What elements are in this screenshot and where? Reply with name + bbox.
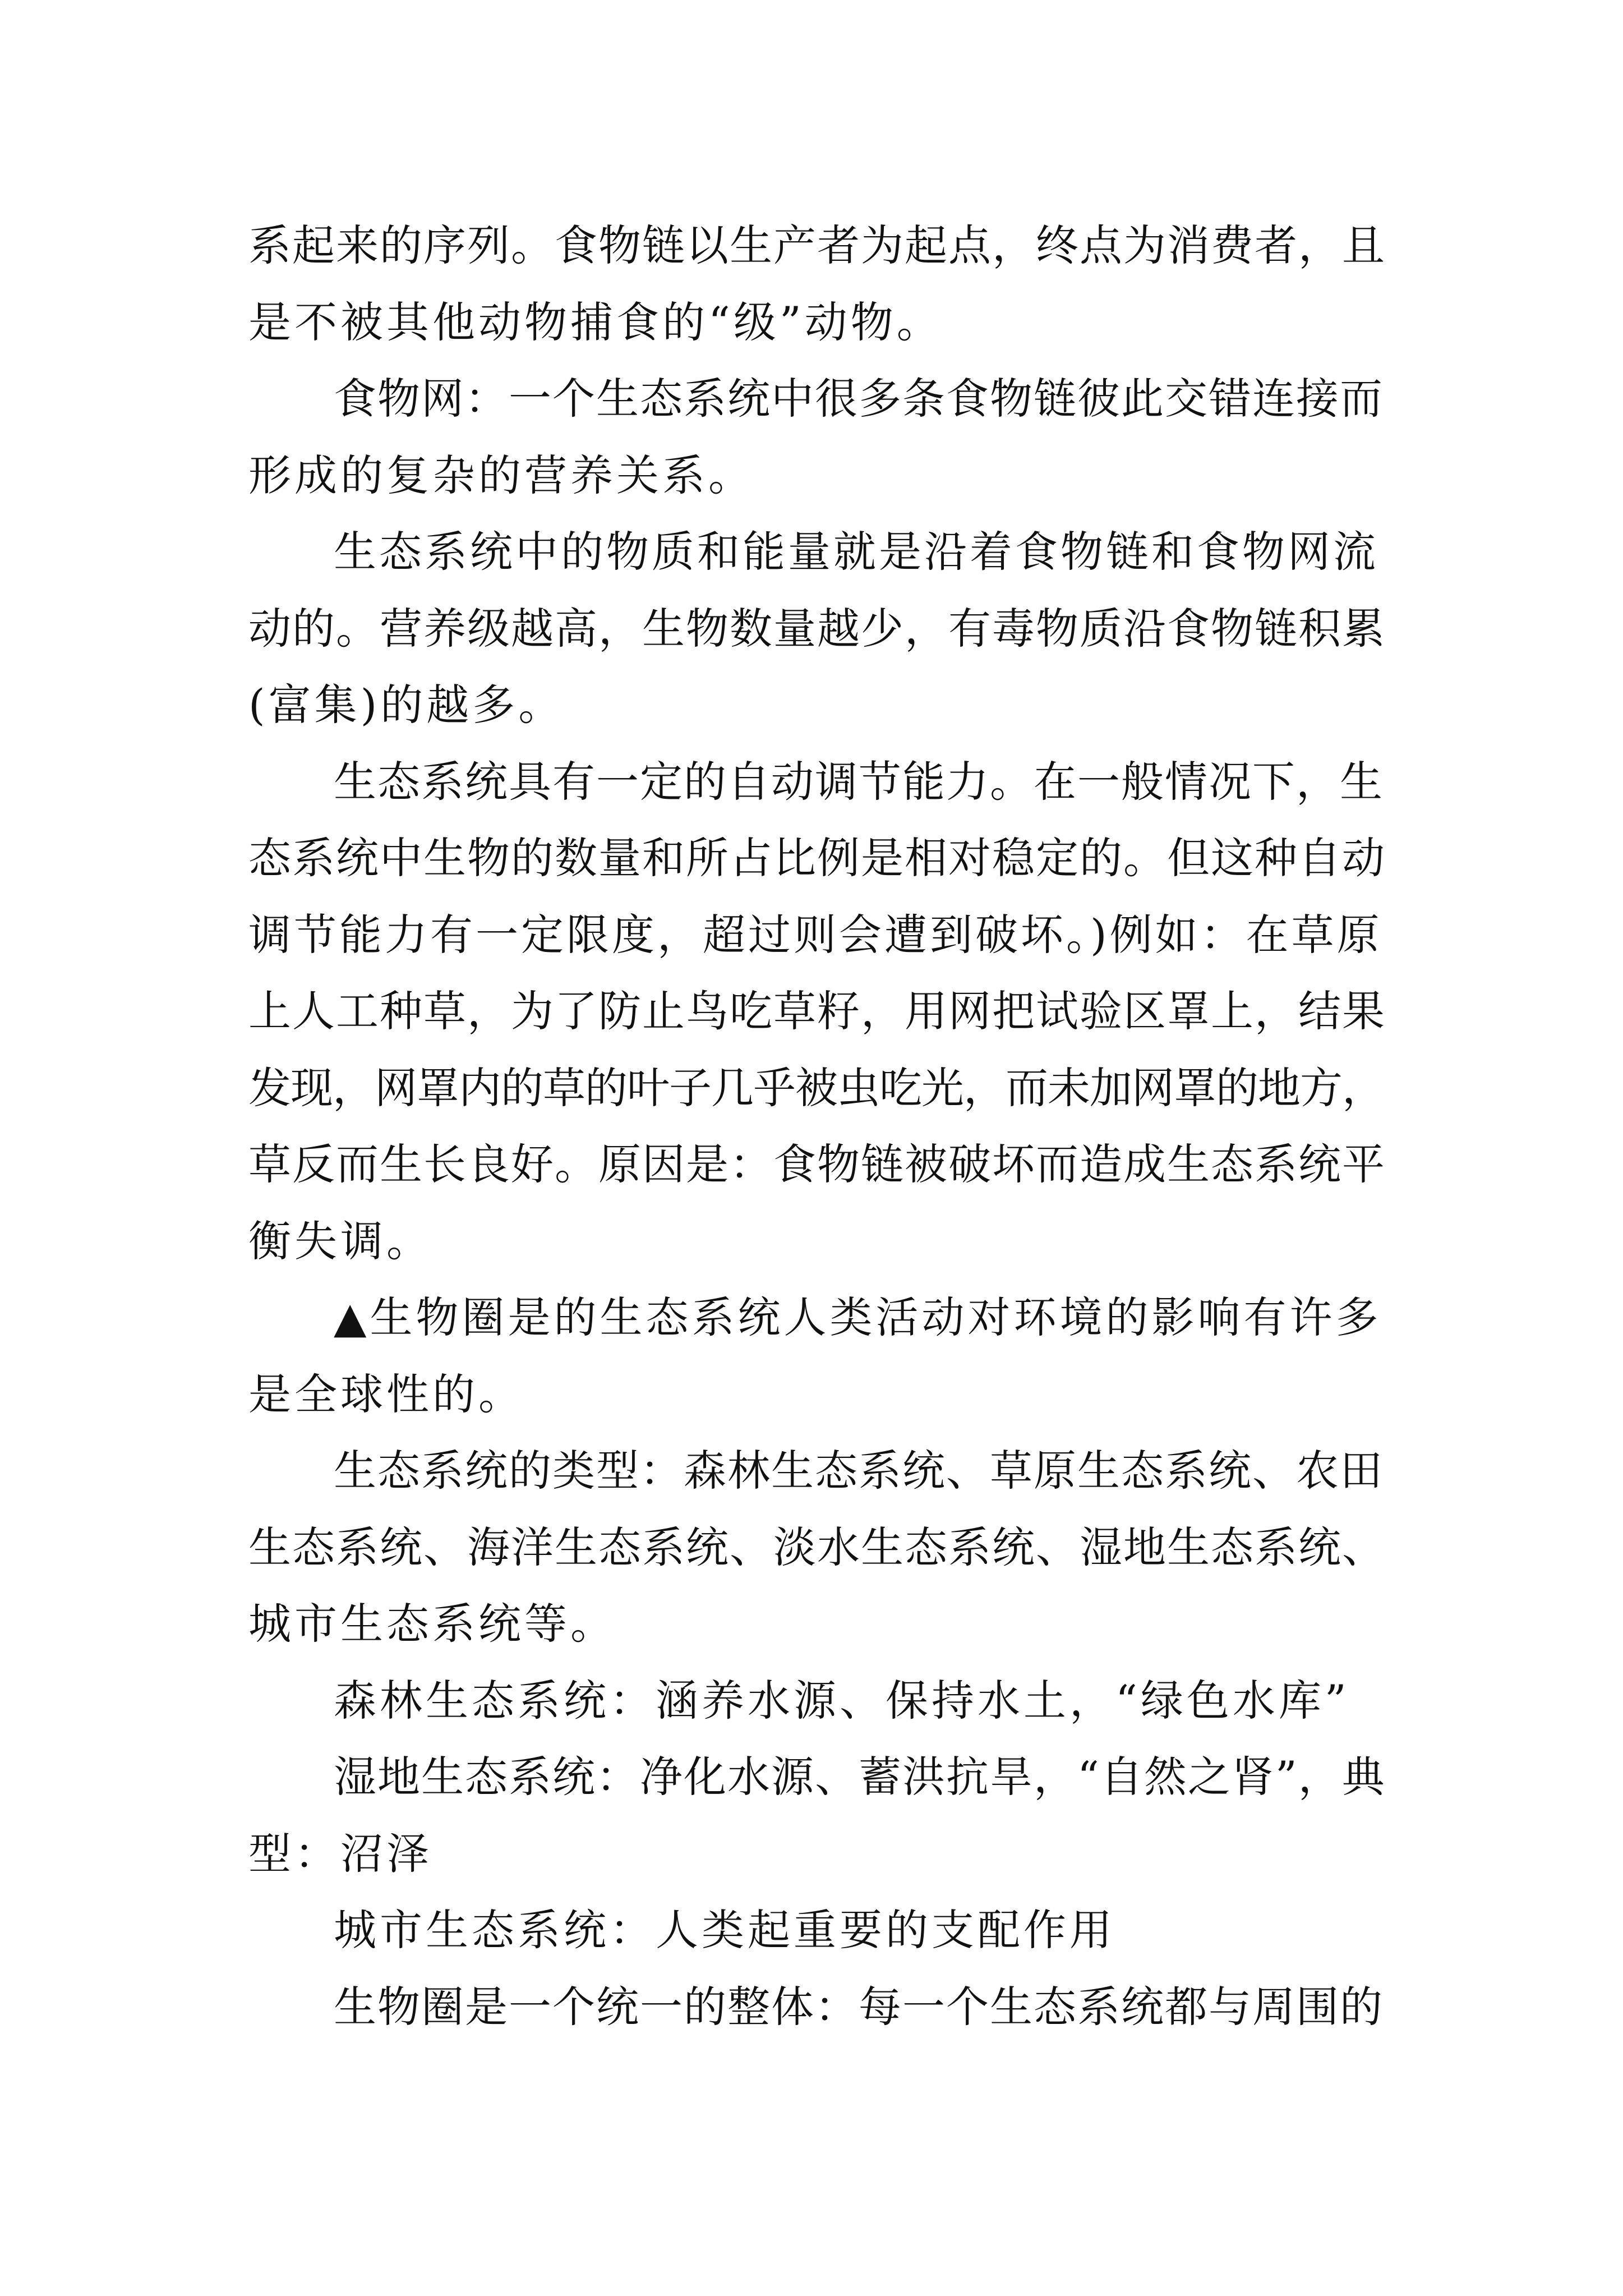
text-line: 是全球性的。 — [248, 1369, 524, 1419]
text-line: 态系统中生物的数量和所占比例是相对稳定的。但这种自动 — [248, 833, 1386, 883]
text-line: 型：沼泽 — [248, 1828, 432, 1879]
text-line: ▲生物圈是的生态系统人类活动对环境的影响有许多 — [334, 1292, 1382, 1342]
text-line: 草反而生长良好。原因是：食物链被破坏而造成生态系统平 — [248, 1139, 1386, 1189]
text-line: 动的。营养级越高，生物数量越少，有毒物质沿食物链积累 — [248, 603, 1386, 654]
text-line: 森林生态系统：涵养水源、保持水土，“绿色水库” — [334, 1675, 1350, 1726]
text-line: 发现，网罩内的草的叶子几乎被虫吃光，而未加网罩的地方， — [248, 1062, 1384, 1113]
text-line: 城市生态系统等。 — [248, 1599, 616, 1649]
text-line: 系起来的序列。食物链以生产者为起点，终点为消费者，且 — [248, 220, 1386, 270]
text-line: 生物圈是一个统一的整体：每一个生态系统都与周围的 — [334, 1981, 1384, 2032]
body-text — [248, 208, 1387, 2045]
text-line: (富集)的越多。 — [248, 680, 565, 730]
text-line: 生态系统具有一定的自动调节能力。在一般情况下，生 — [334, 756, 1384, 807]
text-line: 生态系统、海洋生态系统、淡水生态系统、湿地生态系统、 — [248, 1522, 1386, 1572]
text-line: 衡失调。 — [248, 1216, 432, 1266]
text-line: 生态系统中的物质和能量就是沿着食物链和食物网流 — [334, 527, 1378, 577]
text-line: 是不被其他动物捕食的“级”动物。 — [248, 297, 943, 347]
text-line: 湿地生态系统：净化水源、蓄洪抗旱，“自然之肾”，典 — [334, 1752, 1386, 1802]
text-line: 形成的复杂的营养关系。 — [248, 450, 754, 500]
text-line: 上人工种草，为了防止鸟吃草籽，用网把试验区罩上，结果 — [248, 986, 1386, 1036]
text-line: 生态系统的类型：森林生态系统、草原生态系统、农田 — [334, 1446, 1384, 1496]
text-line: 食物网：一个生态系统中很多条食物链彼此交错连接而 — [334, 374, 1384, 424]
text-line: 城市生态系统：人类起重要的支配作用 — [334, 1905, 1115, 1955]
text-line: 调节能力有一定限度，超过则会遭到破坏。)例如：在草原 — [248, 909, 1382, 960]
